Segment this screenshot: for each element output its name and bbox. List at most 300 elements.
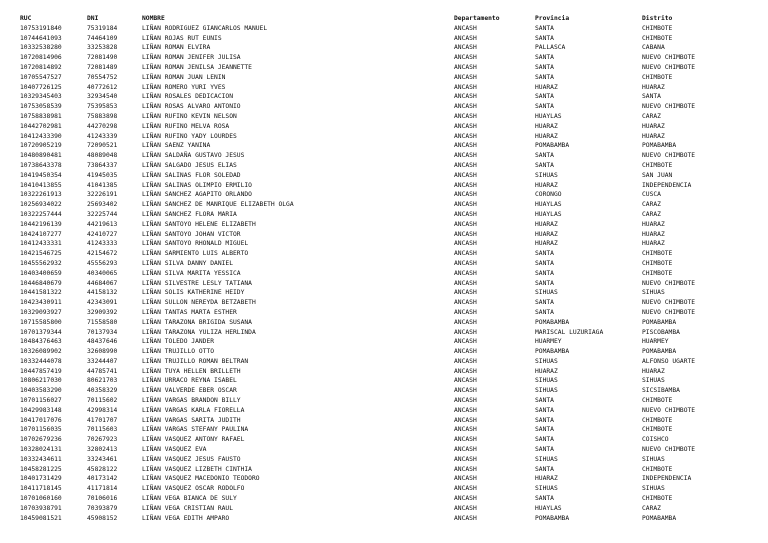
cell-provincia: HUAYLAS [535,504,562,512]
cell-distrito: POMABAMBA [642,142,677,150]
cell-distrito: PISCOBAMBA [642,328,680,336]
cell-ruc: 10442702981 [20,122,62,130]
cell-dni: 70267923 [87,436,118,444]
cell-ruc: 10328024131 [20,446,62,454]
header-dni: DNI [87,15,99,22]
cell-distrito: CHIMBOTE [642,426,673,434]
cell-ruc: 10326089902 [20,348,62,356]
cell-distrito: HUARAZ [642,220,665,228]
cell-nombre: LIÑAN VEGA EDITH AMPARO [142,514,230,522]
table-row [20,239,765,249]
cell-ruc: 10447857419 [20,367,62,375]
cell-departamento: ANCASH [454,436,477,444]
cell-provincia: SANTA [535,446,554,454]
cell-provincia: HUARAZ [535,181,558,189]
cell-departamento: ANCASH [454,514,477,522]
table-row [20,455,765,465]
cell-provincia: SANTA [535,34,554,42]
cell-ruc: 10424107277 [20,230,62,238]
table-row [20,83,765,93]
cell-dni: 32225744 [87,210,118,218]
cell-departamento: ANCASH [454,152,477,160]
table-row [20,308,765,318]
cell-departamento: ANCASH [454,289,477,297]
table-row [20,151,765,161]
table-row [20,122,765,132]
table-row [20,220,765,230]
cell-nombre: LIÑAN SANCHEZ FLORA MARIA [142,210,237,218]
cell-ruc: 10412433390 [20,132,62,140]
cell-provincia: HUARAZ [535,367,558,375]
cell-distrito: CUSCA [642,191,661,199]
table-row [20,132,765,142]
cell-departamento: ANCASH [454,230,477,238]
cell-provincia: CORONGO [535,191,562,199]
cell-distrito: CHIMBOTE [642,161,673,169]
cell-ruc: 10411718145 [20,485,62,493]
cell-departamento: ANCASH [454,416,477,424]
cell-ruc: 10441581322 [20,289,62,297]
cell-nombre: LIÑAN TRUJILLO ROMAN BELTRAN [142,357,249,365]
cell-departamento: ANCASH [454,54,477,62]
cell-distrito: SAN JUAN [642,171,673,179]
cell-dni: 75395853 [87,103,118,111]
table-row [20,190,765,200]
cell-provincia: SANTA [535,495,554,503]
cell-provincia: SANTA [535,299,554,307]
table-row [20,269,765,279]
cell-provincia: HUARAZ [535,475,558,483]
cell-dni: 42998314 [87,406,118,414]
records-table [20,14,765,523]
table-row [20,141,765,151]
cell-nombre: LIÑAN RODRIGUEZ GIANCARLOS MANUEL [142,24,268,32]
cell-dni: 32226191 [87,191,118,199]
cell-distrito: CARAZ [642,504,661,512]
cell-departamento: ANCASH [454,377,477,385]
cell-distrito: NUEVO CHIMBOTE [642,446,696,454]
cell-dni: 72090521 [87,142,118,150]
table-row [20,416,765,426]
cell-nombre: LIÑAN VEGA BIANCA DE SULY [142,495,237,503]
cell-ruc: 10403400659 [20,269,62,277]
header-departamento: Departamento [454,15,500,22]
cell-distrito: CHIMBOTE [642,269,673,277]
cell-provincia: POMABAMBA [535,348,570,356]
cell-departamento: ANCASH [454,426,477,434]
cell-dni: 45828122 [87,465,118,473]
cell-departamento: ANCASH [454,348,477,356]
cell-distrito: ALFONSO UGARTE [642,357,696,365]
cell-nombre: LIÑAN URRACO REYNA ISABEL [142,377,237,385]
cell-nombre: LIÑAN SAENZ YANINA [142,142,211,150]
cell-dni: 70137934 [87,328,118,336]
table-header [20,14,765,24]
cell-nombre: LIÑAN VARGAS KARLA FIORELLA [142,406,245,414]
cell-nombre: LIÑAN SALINAS FLOR SOLEDAD [142,171,241,179]
cell-departamento: ANCASH [454,44,477,52]
cell-nombre: LIÑAN RUFINO MELVA ROSA [142,122,230,130]
cell-ruc: 10446840679 [20,279,62,287]
cell-ruc: 10329093927 [20,308,62,316]
cell-distrito: SANTA [642,93,661,101]
cell-departamento: ANCASH [454,161,477,169]
cell-departamento: ANCASH [454,504,477,512]
cell-ruc: 10459081521 [20,514,62,522]
cell-departamento: ANCASH [454,367,477,375]
cell-provincia: SANTA [535,397,554,405]
cell-dni: 41945035 [87,171,118,179]
cell-departamento: ANCASH [454,455,477,463]
cell-provincia: SANTA [535,416,554,424]
cell-provincia: SANTA [535,93,554,101]
cell-dni: 72081490 [87,54,118,62]
cell-nombre: LIÑAN SILVESTRE LESLY TATIANA [142,279,252,287]
table-row [20,328,765,338]
cell-dni: 42410727 [87,230,118,238]
cell-nombre: LIÑAN ROJAS RUT EUNIS [142,34,222,42]
cell-ruc: 10458281225 [20,465,62,473]
cell-departamento: ANCASH [454,132,477,140]
table-row [20,484,765,494]
cell-distrito: HUARAZ [642,367,665,375]
cell-nombre: LIÑAN SOLIS KATHERINE HEIDY [142,289,245,297]
cell-dni: 70554752 [87,73,118,81]
cell-distrito: POMABAMBA [642,514,677,522]
cell-ruc: 10410413855 [20,181,62,189]
cell-dni: 44158132 [87,289,118,297]
table-row [20,34,765,44]
cell-dni: 32608990 [87,348,118,356]
cell-ruc: 10256934022 [20,201,62,209]
table-row [20,288,765,298]
cell-dni: 44219613 [87,220,118,228]
cell-departamento: ANCASH [454,328,477,336]
table-row [20,279,765,289]
cell-departamento: ANCASH [454,279,477,287]
cell-ruc: 10417017076 [20,416,62,424]
cell-departamento: ANCASH [454,357,477,365]
cell-dni: 72081489 [87,63,118,71]
cell-departamento: ANCASH [454,210,477,218]
cell-provincia: POMABAMBA [535,514,570,522]
cell-nombre: LIÑAN ROMAN JENILSA JEANNETTE [142,63,252,71]
cell-ruc: 10332444078 [20,357,62,365]
cell-distrito: CABANA [642,44,665,52]
cell-provincia: HUARAZ [535,220,558,228]
cell-provincia: SANTA [535,161,554,169]
cell-nombre: LIÑAN SARMIENTO LUIS ALBERTO [142,250,249,258]
cell-ruc: 10412433331 [20,240,62,248]
cell-nombre: LIÑAN SALGADO JESUS ELIAS [142,161,237,169]
cell-nombre: LIÑAN VARGAS SARITA JUDITH [142,416,241,424]
cell-nombre: LIÑAN SILVA DANNY DANIEL [142,259,233,267]
cell-departamento: ANCASH [454,112,477,120]
table-row [20,112,765,122]
cell-dni: 33253828 [87,44,118,52]
cell-ruc: 10332434611 [20,455,62,463]
cell-provincia: SIHUAS [535,357,558,365]
cell-dni: 74464109 [87,34,118,42]
cell-departamento: ANCASH [454,259,477,267]
table-row [20,504,765,514]
cell-provincia: HUARAZ [535,132,558,140]
table-row [20,318,765,328]
table-row [20,200,765,210]
cell-departamento: ANCASH [454,34,477,42]
cell-nombre: LIÑAN TARAZONA YULIZA HERLINDA [142,328,256,336]
cell-dni: 71558580 [87,318,118,326]
cell-nombre: LIÑAN SANTOYO JOHAN VICTOR [142,230,241,238]
cell-dni: 42343091 [87,299,118,307]
cell-nombre: LIÑAN VASQUEZ JESUS FAUSTO [142,455,241,463]
table-row [20,406,765,416]
cell-dni: 45556293 [87,259,118,267]
cell-dni: 25693402 [87,201,118,209]
cell-distrito: HUARMEY [642,338,669,346]
cell-provincia: SANTA [535,250,554,258]
cell-ruc: 10715585800 [20,318,62,326]
cell-nombre: LIÑAN TARAZONA BRIGIDA SUSANA [142,318,252,326]
cell-ruc: 10322261913 [20,191,62,199]
cell-distrito: HUARAZ [642,132,665,140]
table-body [20,24,765,524]
cell-distrito: NUEVO CHIMBOTE [642,63,696,71]
cell-provincia: PALLASCA [535,44,566,52]
table-row [20,494,765,504]
cell-ruc: 10720814906 [20,54,62,62]
cell-ruc: 10703938791 [20,504,62,512]
cell-nombre: LIÑAN VASQUEZ LIZBETH CINTHIA [142,465,252,473]
cell-provincia: SANTA [535,54,554,62]
cell-nombre: LIÑAN ROMERO YURI YVES [142,83,226,91]
cell-distrito: CHIMBOTE [642,24,673,32]
table-row [20,367,765,377]
table-row [20,73,765,83]
cell-distrito: NUEVO CHIMBOTE [642,406,696,414]
cell-departamento: ANCASH [454,201,477,209]
cell-distrito: POMABAMBA [642,318,677,326]
cell-dni: 33244407 [87,357,118,365]
cell-departamento: ANCASH [454,495,477,503]
cell-ruc: 10442196139 [20,220,62,228]
cell-nombre: LIÑAN VASQUEZ ANTONY RAFAEL [142,436,245,444]
cell-dni: 75883898 [87,112,118,120]
cell-provincia: HUARAZ [535,122,558,130]
cell-distrito: NUEVO CHIMBOTE [642,54,696,62]
cell-distrito: INDEPENDENCIA [642,181,692,189]
cell-dni: 70115603 [87,426,118,434]
cell-nombre: LIÑAN SILVA MARITA YESSICA [142,269,241,277]
cell-dni: 41243333 [87,240,118,248]
table-row [20,53,765,63]
cell-ruc: 10419450354 [20,171,62,179]
table-row [20,249,765,259]
cell-dni: 44684067 [87,279,118,287]
cell-dni: 48089048 [87,152,118,160]
cell-distrito: HUARAZ [642,83,665,91]
cell-nombre: LIÑAN RUFINO KEVIN NELSON [142,112,237,120]
cell-distrito: NUEVO CHIMBOTE [642,103,696,111]
cell-ruc: 10738643378 [20,161,62,169]
table-row [20,474,765,484]
cell-ruc: 10332538280 [20,44,62,52]
cell-distrito: HUARAZ [642,230,665,238]
cell-departamento: ANCASH [454,83,477,91]
cell-dni: 41041385 [87,181,118,189]
cell-departamento: ANCASH [454,181,477,189]
cell-nombre: LIÑAN ROSALES DEDICACION [142,93,233,101]
cell-provincia: SANTA [535,426,554,434]
cell-provincia: SIHUAS [535,387,558,395]
cell-provincia: POMABAMBA [535,318,570,326]
table-row [20,347,765,357]
cell-ruc: 10705547527 [20,73,62,81]
cell-provincia: SANTA [535,63,554,71]
cell-provincia: SANTA [535,73,554,81]
cell-dni: 44270298 [87,122,118,130]
cell-dni: 40340065 [87,269,118,277]
cell-provincia: HUARAZ [535,230,558,238]
table-row [20,465,765,475]
cell-nombre: LIÑAN VARGAS STEFANY PAULINA [142,426,249,434]
cell-distrito: POMABAMBA [642,348,677,356]
cell-nombre: LIÑAN SANCHEZ DE MANRIQUE ELIZABETH OLGA [142,201,294,209]
cell-distrito: CHIMBOTE [642,259,673,267]
table-row [20,445,765,455]
cell-ruc: 10421546725 [20,250,62,258]
cell-ruc: 10403583290 [20,387,62,395]
cell-nombre: LIÑAN ROMAN JUAN LENIN [142,73,226,81]
cell-nombre: LIÑAN SANTOYO HELENE ELIZABETH [142,220,256,228]
cell-provincia: HUAYLAS [535,210,562,218]
table-row [20,435,765,445]
cell-nombre: LIÑAN SULLON NEREYDA BETZABETH [142,299,256,307]
cell-provincia: SIHUAS [535,485,558,493]
cell-ruc: 10702679236 [20,436,62,444]
cell-provincia: SIHUAS [535,455,558,463]
cell-dni: 70106016 [87,495,118,503]
table-row [20,63,765,73]
table-row [20,376,765,386]
cell-ruc: 10423430911 [20,299,62,307]
cell-nombre: LIÑAN VALVERDE EBER OSCAR [142,387,237,395]
table-row [20,425,765,435]
cell-nombre: LIÑAN SANTOYO RHONALD MIGUEL [142,240,249,248]
cell-dni: 42154672 [87,250,118,258]
cell-provincia: SANTA [535,406,554,414]
cell-departamento: ANCASH [454,387,477,395]
cell-departamento: ANCASH [454,142,477,150]
cell-distrito: CARAZ [642,112,661,120]
cell-distrito: CHIMBOTE [642,416,673,424]
cell-distrito: COISHCO [642,436,669,444]
cell-distrito: CHIMBOTE [642,495,673,503]
cell-nombre: LIÑAN TRUJILLO OTTO [142,348,215,356]
cell-departamento: ANCASH [454,250,477,258]
cell-nombre: LIÑAN SANCHEZ AGAPITO ORLANDO [142,191,252,199]
cell-distrito: INDEPENDENCIA [642,475,692,483]
cell-ruc: 10744641093 [20,34,62,42]
cell-ruc: 10484376463 [20,338,62,346]
table-row [20,337,765,347]
cell-nombre: LIÑAN ROMAN ELVIRA [142,44,211,52]
cell-dni: 70393879 [87,504,118,512]
cell-dni: 41171814 [87,485,118,493]
cell-distrito: CHIMBOTE [642,465,673,473]
cell-distrito: SIHUAS [642,455,665,463]
cell-nombre: LIÑAN ROMAN JENIFER JULISA [142,54,241,62]
table-row [20,230,765,240]
cell-nombre: LIÑAN RUFINO YADY LOURDES [142,132,237,140]
cell-dni: 80621703 [87,377,118,385]
cell-nombre: LIÑAN VASQUEZ MACEDONIO TEODORO [142,475,260,483]
cell-provincia: SIHUAS [535,377,558,385]
cell-ruc: 10701156035 [20,426,62,434]
cell-distrito: SIHUAS [642,485,665,493]
cell-provincia: HUAYLAS [535,112,562,120]
cell-departamento: ANCASH [454,318,477,326]
table-row [20,171,765,181]
cell-departamento: ANCASH [454,397,477,405]
table-row [20,259,765,269]
cell-nombre: LIÑAN SALDAÑA GUSTAVO JESUS [142,152,245,160]
cell-distrito: SIHUAS [642,289,665,297]
cell-distrito: HUARAZ [642,122,665,130]
cell-ruc: 10401731429 [20,475,62,483]
cell-departamento: ANCASH [454,171,477,179]
cell-provincia: SIHUAS [535,171,558,179]
cell-nombre: LIÑAN TUYA HELLEN BRILLETH [142,367,241,375]
cell-distrito: SIHUAS [642,377,665,385]
cell-dni: 41701707 [87,416,118,424]
cell-distrito: CHIMBOTE [642,397,673,405]
cell-ruc: 10429983148 [20,406,62,414]
cell-nombre: LIÑAN VEGA CRISTIAN RAUL [142,504,233,512]
cell-departamento: ANCASH [454,299,477,307]
cell-ruc: 10701379344 [20,328,62,336]
cell-dni: 75319184 [87,24,118,32]
table-row [20,396,765,406]
cell-departamento: ANCASH [454,485,477,493]
table-row [20,92,765,102]
cell-departamento: ANCASH [454,122,477,130]
cell-provincia: SANTA [535,259,554,267]
cell-ruc: 10701156027 [20,397,62,405]
cell-departamento: ANCASH [454,93,477,101]
cell-nombre: LIÑAN TOLEDO JANDER [142,338,215,346]
cell-dni: 40358329 [87,387,118,395]
cell-ruc: 10758838981 [20,112,62,120]
cell-distrito: CARAZ [642,210,661,218]
cell-provincia: SANTA [535,465,554,473]
cell-distrito: NUEVO CHIMBOTE [642,308,696,316]
cell-provincia: HUARAZ [535,83,558,91]
cell-ruc: 10753191840 [20,24,62,32]
cell-provincia: HUAYLAS [535,201,562,209]
cell-dni: 32909392 [87,308,118,316]
table-row [20,102,765,112]
cell-departamento: ANCASH [454,191,477,199]
table-row [20,161,765,171]
cell-nombre: LIÑAN TANTAS MARTA ESTHER [142,308,237,316]
cell-dni: 41243339 [87,132,118,140]
cell-ruc: 10455562932 [20,259,62,267]
cell-ruc: 10329345403 [20,93,62,101]
cell-provincia: HUARAZ [535,240,558,248]
cell-departamento: ANCASH [454,446,477,454]
cell-departamento: ANCASH [454,308,477,316]
